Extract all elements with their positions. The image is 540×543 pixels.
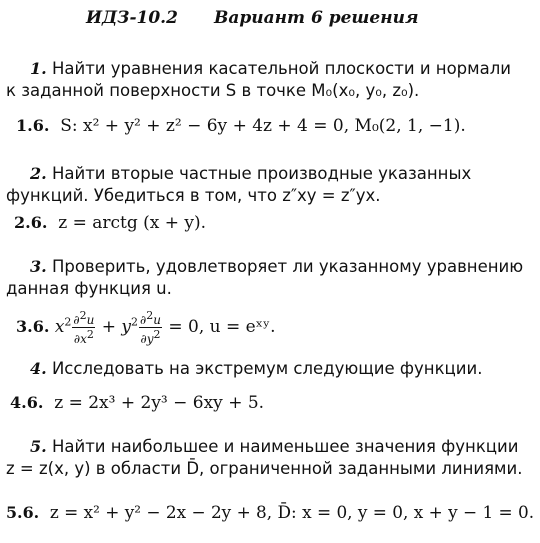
- problem-5-6-equation: z = x² + y² − 2x − 2y + 8, D̄: x = 0, y = 0, x + y − 1 = 0.: [49, 503, 535, 523]
- problem-5-6-number: 5.6.: [6, 503, 40, 522]
- task-3-line2: данная функция u.: [6, 279, 172, 298]
- variant-label: Вариант 6 решения: [214, 8, 419, 28]
- problem-4-6-number: 4.6.: [10, 393, 44, 412]
- d2u-dx2-fraction: $\frac{\partial^2u}{\partial x^2}$: [73, 309, 95, 346]
- problem-1-6-equation: S: x² + y² + z² − 6y + 4z + 4 = 0, M₀(2, 1, −1).: [60, 116, 466, 136]
- problem-3-6-equation: = 0, u = eˣʸ.: [168, 317, 276, 337]
- task-2-number: 2.: [30, 164, 47, 183]
- d2u-dy2-fraction: $\frac{\partial^2u}{\partial y^2}$: [140, 309, 161, 346]
- task-2-statement: [30, 163, 471, 185]
- problem-3-6: [16, 309, 276, 346]
- task-5-line2: z = z(x, y) в области D̄, ограниченной заданными линиями.: [6, 459, 523, 478]
- task-3-number: 3.: [30, 257, 47, 276]
- task-1-statement: [30, 58, 511, 80]
- task-5-line1: Найти наибольшее и наименьшее значения функции: [51, 437, 519, 456]
- problem-1-6-number: 1.6.: [16, 116, 50, 135]
- task-5-number: 5.: [30, 437, 47, 456]
- problem-2-6-equation: z = arctg (x + y).: [58, 213, 207, 233]
- task-3-line1: Проверить, удовлетворяет ли указанному уравнению: [51, 257, 524, 276]
- problem-4-6: [10, 393, 264, 413]
- problem-3-6-number: 3.6.: [16, 317, 50, 336]
- task-1-line1: Найти уравнения касательной плоскости и нормали: [51, 59, 511, 78]
- problem-2-6: [14, 213, 206, 233]
- task-1-line2: к заданной поверхности S в точке M₀(x₀, y₀, z₀).: [6, 81, 420, 100]
- task-5-statement: [30, 436, 519, 458]
- task-2-line1: Найти вторые частные производные указанных: [51, 164, 472, 183]
- problem-4-6-equation: z = 2x³ + 2y³ − 6xy + 5.: [54, 393, 265, 413]
- task-4-line1: Исследовать на экстремум следующие функции.: [51, 359, 483, 378]
- task-4-statement: [30, 358, 482, 380]
- problem-3-6-lhs: $x^2$ $\frac{\partial^2u}{\partial x^2}$ + $y^2$ $\frac{\partial^2u}{\partial y^2}$: [54, 309, 161, 346]
- problem-1-6: [16, 116, 466, 136]
- problem-5-6: [6, 503, 534, 523]
- task-1-number: 1.: [30, 59, 47, 78]
- document-title: ИДЗ-10.2: [86, 8, 178, 28]
- task-2-line2: функций. Убедиться в том, что z″xy = z″yx.: [6, 186, 381, 205]
- task-4-number: 4.: [30, 359, 47, 378]
- problem-2-6-number: 2.6.: [14, 213, 48, 232]
- task-3-statement: [30, 256, 523, 278]
